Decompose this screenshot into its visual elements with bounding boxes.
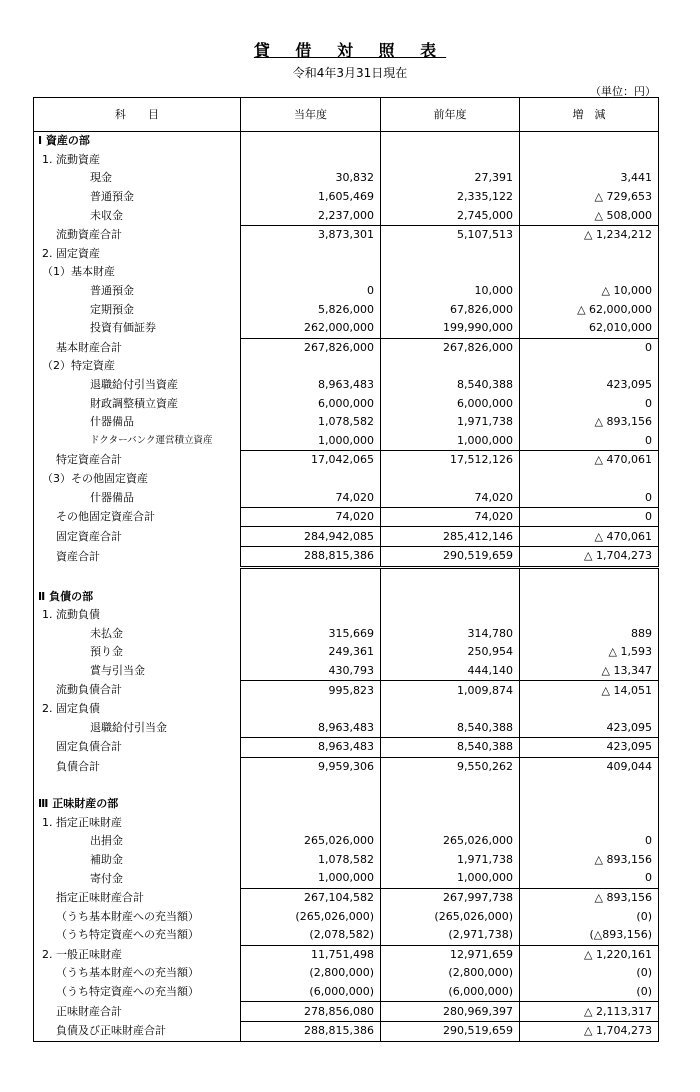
prior-year-value: 1,000,000 bbox=[381, 432, 520, 451]
row-label: 定期預金 bbox=[34, 300, 241, 319]
prior-year-value: 1,009,874 bbox=[381, 681, 520, 700]
change-value: △ 1,220,161 bbox=[520, 945, 659, 964]
row-label: 正味財産合計 bbox=[34, 1002, 241, 1022]
change-value bbox=[520, 245, 659, 264]
table-row bbox=[34, 738, 659, 758]
current-year-value: 8,963,483 bbox=[241, 738, 381, 758]
table-row bbox=[34, 432, 659, 451]
current-year-value bbox=[241, 813, 381, 832]
row-label: 出捐金 bbox=[34, 832, 241, 851]
prior-year-value: (6,000,000) bbox=[381, 983, 520, 1002]
change-value: △ 893,156 bbox=[520, 888, 659, 907]
current-year-value: 74,020 bbox=[241, 507, 381, 527]
table-row bbox=[34, 507, 659, 527]
change-value: (0) bbox=[520, 964, 659, 983]
change-value: 0 bbox=[520, 338, 659, 357]
table-row bbox=[34, 643, 659, 662]
row-label: （1）基本財産 bbox=[34, 263, 241, 282]
prior-year-value bbox=[381, 357, 520, 376]
table-row bbox=[34, 263, 659, 282]
header-item: 科 目 bbox=[34, 98, 241, 132]
table-row bbox=[34, 1021, 659, 1041]
change-value: 0 bbox=[520, 869, 659, 888]
row-label: 投資有価証券 bbox=[34, 319, 241, 338]
table-row bbox=[34, 869, 659, 888]
table-row bbox=[34, 757, 659, 776]
current-year-value: 5,826,000 bbox=[241, 300, 381, 319]
table-row bbox=[34, 245, 659, 264]
row-label: 什器備品 bbox=[34, 488, 241, 507]
table-row bbox=[34, 926, 659, 945]
current-year-value: 1,605,469 bbox=[241, 188, 381, 207]
row-label: （2）特定資産 bbox=[34, 357, 241, 376]
row-label: 流動負債合計 bbox=[34, 681, 241, 700]
table-row bbox=[34, 413, 659, 432]
row-label: 流動資産合計 bbox=[34, 225, 241, 244]
current-year-value: (2,800,000) bbox=[241, 964, 381, 983]
header-prior-year: 前年度 bbox=[381, 98, 520, 132]
prior-year-value: 1,000,000 bbox=[381, 869, 520, 888]
change-value: △ 10,000 bbox=[520, 282, 659, 301]
change-value bbox=[520, 357, 659, 376]
table-row bbox=[34, 319, 659, 338]
table-row bbox=[34, 282, 659, 301]
change-value: △ 508,000 bbox=[520, 206, 659, 225]
prior-year-value: 1,971,738 bbox=[381, 851, 520, 870]
prior-year-value bbox=[381, 245, 520, 264]
prior-year-value bbox=[381, 795, 520, 814]
prior-year-value: 5,107,513 bbox=[381, 225, 520, 244]
row-label: 固定負債合計 bbox=[34, 738, 241, 758]
row-label: Ⅲ 正味財産の部 bbox=[34, 795, 241, 814]
row-label: 資産合計 bbox=[34, 547, 241, 568]
current-year-value: 995,823 bbox=[241, 681, 381, 700]
change-value bbox=[520, 470, 659, 489]
document-title: 貸 借 対 照 表 bbox=[253, 41, 447, 60]
current-year-value bbox=[241, 470, 381, 489]
header-current-year: 当年度 bbox=[241, 98, 381, 132]
prior-year-value: (2,971,738) bbox=[381, 926, 520, 945]
row-label: 1. 指定正味財産 bbox=[34, 813, 241, 832]
change-value: △ 1,593 bbox=[520, 643, 659, 662]
current-year-value: 74,020 bbox=[241, 488, 381, 507]
current-year-value: 1,000,000 bbox=[241, 432, 381, 451]
row-label: 負債合計 bbox=[34, 757, 241, 776]
row-label: （うち特定資産への充当額） bbox=[34, 926, 241, 945]
table-row bbox=[34, 888, 659, 907]
current-year-value: 288,815,386 bbox=[241, 1021, 381, 1041]
prior-year-value: 2,335,122 bbox=[381, 188, 520, 207]
table-row bbox=[34, 832, 659, 851]
prior-year-value: 267,826,000 bbox=[381, 338, 520, 357]
prior-year-value: 6,000,000 bbox=[381, 394, 520, 413]
current-year-value bbox=[241, 132, 381, 151]
current-year-value: 17,042,065 bbox=[241, 451, 381, 470]
prior-year-value: 280,969,397 bbox=[381, 1002, 520, 1022]
current-year-value bbox=[241, 700, 381, 719]
current-year-value bbox=[241, 776, 381, 795]
row-label: 賞与引当金 bbox=[34, 662, 241, 681]
current-year-value: (2,078,582) bbox=[241, 926, 381, 945]
current-year-value: 278,856,080 bbox=[241, 1002, 381, 1022]
row-label: （うち基本財産への充当額） bbox=[34, 964, 241, 983]
row-label: その他固定資産合計 bbox=[34, 507, 241, 527]
prior-year-value: 285,412,146 bbox=[381, 527, 520, 547]
row-label: 財政調整積立資産 bbox=[34, 394, 241, 413]
unit-note: （単位：円） bbox=[590, 85, 656, 98]
change-value: △ 62,000,000 bbox=[520, 300, 659, 319]
row-label: ドクターバンク運営積立資産 bbox=[34, 432, 241, 451]
prior-year-value: 290,519,659 bbox=[381, 547, 520, 568]
row-label: 現金 bbox=[34, 169, 241, 188]
prior-year-value: 250,954 bbox=[381, 643, 520, 662]
prior-year-value: 8,540,388 bbox=[381, 738, 520, 758]
change-value: △ 470,061 bbox=[520, 451, 659, 470]
prior-year-value: 74,020 bbox=[381, 507, 520, 527]
current-year-value: 30,832 bbox=[241, 169, 381, 188]
row-label: （うち基本財産への充当額） bbox=[34, 907, 241, 926]
table-row bbox=[34, 488, 659, 507]
document-date: 令和4年3月31日現在 bbox=[292, 66, 408, 80]
prior-year-value: 17,512,126 bbox=[381, 451, 520, 470]
table-row bbox=[34, 132, 659, 151]
change-value: 0 bbox=[520, 507, 659, 527]
change-value: 62,010,000 bbox=[520, 319, 659, 338]
current-year-value: 8,963,483 bbox=[241, 718, 381, 737]
current-year-value: 267,104,582 bbox=[241, 888, 381, 907]
prior-year-value: 1,971,738 bbox=[381, 413, 520, 432]
change-value bbox=[520, 263, 659, 282]
prior-year-value bbox=[381, 813, 520, 832]
prior-year-value bbox=[381, 587, 520, 606]
prior-year-value: (265,026,000) bbox=[381, 907, 520, 926]
table-row bbox=[34, 451, 659, 470]
change-value: △ 13,347 bbox=[520, 662, 659, 681]
current-year-value bbox=[241, 795, 381, 814]
row-label: 未払金 bbox=[34, 624, 241, 643]
prior-year-value bbox=[381, 776, 520, 795]
header-row bbox=[34, 98, 659, 132]
change-value bbox=[520, 132, 659, 151]
prior-year-value: 314,780 bbox=[381, 624, 520, 643]
prior-year-value: 8,540,388 bbox=[381, 376, 520, 395]
prior-year-value bbox=[381, 606, 520, 625]
table-row bbox=[34, 606, 659, 625]
table-row bbox=[34, 206, 659, 225]
row-label: 補助金 bbox=[34, 851, 241, 870]
row-label: 特定資産合計 bbox=[34, 451, 241, 470]
table-row bbox=[34, 547, 659, 568]
row-label: 固定資産合計 bbox=[34, 527, 241, 547]
current-year-value: 8,963,483 bbox=[241, 376, 381, 395]
prior-year-value: 290,519,659 bbox=[381, 1021, 520, 1041]
header-change: 増 減 bbox=[520, 98, 659, 132]
change-value: △ 1,234,212 bbox=[520, 225, 659, 244]
table-row bbox=[34, 470, 659, 489]
change-value: 0 bbox=[520, 432, 659, 451]
change-value bbox=[520, 587, 659, 606]
prior-year-value: 8,540,388 bbox=[381, 718, 520, 737]
change-value: 0 bbox=[520, 488, 659, 507]
change-value: 423,095 bbox=[520, 738, 659, 758]
table-row bbox=[34, 907, 659, 926]
table-row bbox=[34, 394, 659, 413]
row-label bbox=[34, 776, 241, 795]
row-label: 1. 流動負債 bbox=[34, 606, 241, 625]
row-label: 寄付金 bbox=[34, 869, 241, 888]
table-row bbox=[34, 338, 659, 357]
prior-year-value: 2,745,000 bbox=[381, 206, 520, 225]
prior-year-value: 267,997,738 bbox=[381, 888, 520, 907]
current-year-value: 265,026,000 bbox=[241, 832, 381, 851]
row-label: 退職給付引当資産 bbox=[34, 376, 241, 395]
row-label: Ⅰ 資産の部 bbox=[34, 132, 241, 151]
current-year-value bbox=[241, 567, 381, 587]
table-row bbox=[34, 169, 659, 188]
change-value: △ 893,156 bbox=[520, 413, 659, 432]
prior-year-value bbox=[381, 700, 520, 719]
prior-year-value bbox=[381, 470, 520, 489]
table-row bbox=[34, 357, 659, 376]
row-label: 負債及び正味財産合計 bbox=[34, 1021, 241, 1041]
prior-year-value: 74,020 bbox=[381, 488, 520, 507]
row-label: 指定正味財産合計 bbox=[34, 888, 241, 907]
change-value: (0) bbox=[520, 907, 659, 926]
change-value: △ 1,704,273 bbox=[520, 1021, 659, 1041]
current-year-value: 6,000,000 bbox=[241, 394, 381, 413]
change-value: 423,095 bbox=[520, 376, 659, 395]
row-label: 2. 固定資産 bbox=[34, 245, 241, 264]
change-value: △ 470,061 bbox=[520, 527, 659, 547]
current-year-value: 315,669 bbox=[241, 624, 381, 643]
balance-sheet-table bbox=[33, 97, 659, 1042]
change-value bbox=[520, 567, 659, 587]
prior-year-value: 265,026,000 bbox=[381, 832, 520, 851]
change-value bbox=[520, 151, 659, 170]
change-value bbox=[520, 813, 659, 832]
change-value bbox=[520, 700, 659, 719]
change-value: △ 14,051 bbox=[520, 681, 659, 700]
current-year-value: 9,959,306 bbox=[241, 757, 381, 776]
current-year-value: 2,237,000 bbox=[241, 206, 381, 225]
spacer-row bbox=[34, 776, 659, 795]
row-label: 2. 一般正味財産 bbox=[34, 945, 241, 964]
row-label: （3）その他固定資産 bbox=[34, 470, 241, 489]
change-value: △ 2,113,317 bbox=[520, 1002, 659, 1022]
current-year-value: 3,873,301 bbox=[241, 225, 381, 244]
table-row bbox=[34, 813, 659, 832]
table-row bbox=[34, 151, 659, 170]
current-year-value: (265,026,000) bbox=[241, 907, 381, 926]
table-row bbox=[34, 587, 659, 606]
row-label: 基本財産合計 bbox=[34, 338, 241, 357]
table-row bbox=[34, 1002, 659, 1022]
row-label: 普通預金 bbox=[34, 282, 241, 301]
current-year-value: (6,000,000) bbox=[241, 983, 381, 1002]
current-year-value bbox=[241, 606, 381, 625]
table-row bbox=[34, 188, 659, 207]
current-year-value bbox=[241, 357, 381, 376]
prior-year-value: 27,391 bbox=[381, 169, 520, 188]
table-row bbox=[34, 700, 659, 719]
current-year-value: 267,826,000 bbox=[241, 338, 381, 357]
table-row bbox=[34, 376, 659, 395]
table-row bbox=[34, 225, 659, 244]
current-year-value bbox=[241, 263, 381, 282]
current-year-value bbox=[241, 151, 381, 170]
prior-year-value: 444,140 bbox=[381, 662, 520, 681]
table-body bbox=[34, 132, 659, 1042]
table-row bbox=[34, 300, 659, 319]
current-year-value: 262,000,000 bbox=[241, 319, 381, 338]
prior-year-value bbox=[381, 263, 520, 282]
row-label: 什器備品 bbox=[34, 413, 241, 432]
prior-year-value: 12,971,659 bbox=[381, 945, 520, 964]
table-row bbox=[34, 964, 659, 983]
change-value: 423,095 bbox=[520, 718, 659, 737]
row-label: Ⅱ 負債の部 bbox=[34, 587, 241, 606]
prior-year-value bbox=[381, 151, 520, 170]
row-label: 2. 固定負債 bbox=[34, 700, 241, 719]
prior-year-value bbox=[381, 132, 520, 151]
current-year-value: 430,793 bbox=[241, 662, 381, 681]
row-label: （うち特定資産への充当額） bbox=[34, 983, 241, 1002]
change-value bbox=[520, 776, 659, 795]
current-year-value: 284,942,085 bbox=[241, 527, 381, 547]
current-year-value: 249,361 bbox=[241, 643, 381, 662]
change-value bbox=[520, 795, 659, 814]
change-value: 0 bbox=[520, 394, 659, 413]
row-label: 1. 流動資産 bbox=[34, 151, 241, 170]
prior-year-value: (2,800,000) bbox=[381, 964, 520, 983]
change-value: 3,441 bbox=[520, 169, 659, 188]
change-value bbox=[520, 606, 659, 625]
change-value: (△893,156) bbox=[520, 926, 659, 945]
table-row bbox=[34, 795, 659, 814]
current-year-value: 0 bbox=[241, 282, 381, 301]
change-value: △ 1,704,273 bbox=[520, 547, 659, 568]
table-row bbox=[34, 681, 659, 700]
change-value: 889 bbox=[520, 624, 659, 643]
prior-year-value: 199,990,000 bbox=[381, 319, 520, 338]
row-label bbox=[34, 567, 241, 587]
change-value: (0) bbox=[520, 983, 659, 1002]
current-year-value: 1,078,582 bbox=[241, 851, 381, 870]
table-row bbox=[34, 851, 659, 870]
current-year-value: 11,751,498 bbox=[241, 945, 381, 964]
current-year-value: 288,815,386 bbox=[241, 547, 381, 568]
change-value: △ 729,653 bbox=[520, 188, 659, 207]
table-row bbox=[34, 945, 659, 964]
prior-year-value: 9,550,262 bbox=[381, 757, 520, 776]
change-value: △ 893,156 bbox=[520, 851, 659, 870]
row-label: 未収金 bbox=[34, 206, 241, 225]
prior-year-value: 67,826,000 bbox=[381, 300, 520, 319]
table-row bbox=[34, 624, 659, 643]
change-value: 409,044 bbox=[520, 757, 659, 776]
row-label: 退職給付引当金 bbox=[34, 718, 241, 737]
current-year-value: 1,078,582 bbox=[241, 413, 381, 432]
table-row bbox=[34, 527, 659, 547]
row-label: 預り金 bbox=[34, 643, 241, 662]
table-row bbox=[34, 983, 659, 1002]
spacer-row bbox=[34, 567, 659, 587]
table-row bbox=[34, 718, 659, 737]
prior-year-value bbox=[381, 567, 520, 587]
table-row bbox=[34, 662, 659, 681]
row-label: 普通預金 bbox=[34, 188, 241, 207]
current-year-value: 1,000,000 bbox=[241, 869, 381, 888]
change-value: 0 bbox=[520, 832, 659, 851]
prior-year-value: 10,000 bbox=[381, 282, 520, 301]
current-year-value bbox=[241, 245, 381, 264]
current-year-value bbox=[241, 587, 381, 606]
